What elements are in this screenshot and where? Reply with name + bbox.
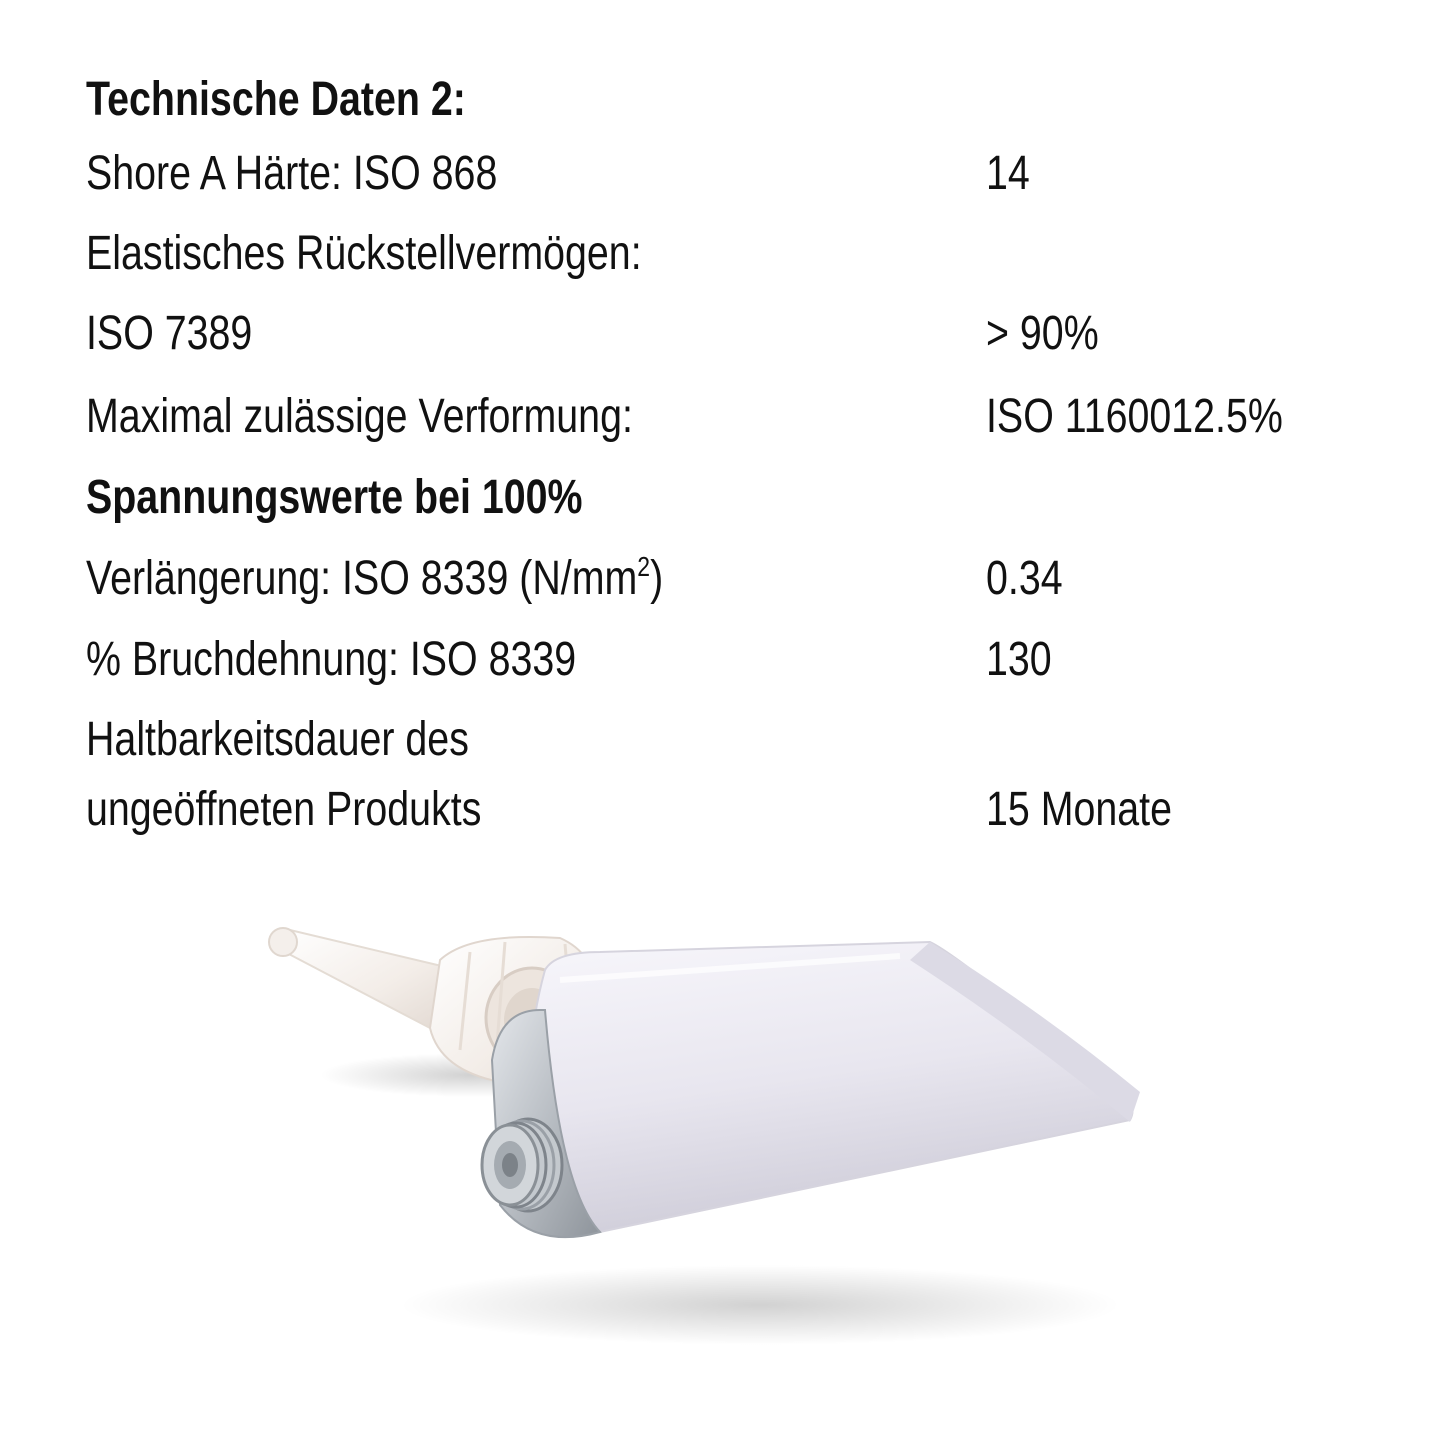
- spec-label-elongation: [86, 551, 663, 607]
- spec-value-break-elongation: 130: [986, 633, 1052, 686]
- spec-label-elastic-recovery: Elastisches Rückstellvermögen:: [86, 227, 642, 280]
- spec-value-shore-hardness: 14: [986, 147, 1030, 200]
- spec-label-max-deformation: Maximal zulässige Verformung:: [86, 390, 633, 443]
- spec-label-elongation-text: Verlängerung: ISO 8339 (N/mm: [86, 552, 638, 605]
- product-photo: [0, 860, 1435, 1435]
- tube-shadow: [400, 1265, 1120, 1345]
- spec-value-iso-7389: > 90%: [986, 307, 1099, 360]
- spec-label-shelf-life-line1: Haltbarkeitsdauer des: [86, 713, 469, 766]
- spec-label-shelf-life-line2: ungeöffneten Produkts: [86, 783, 482, 836]
- spec-label-iso-7389: ISO 7389: [86, 307, 253, 360]
- spec-value-shelf-life: 15 Monate: [986, 783, 1172, 836]
- spec-label-break-elongation: % Bruchdehnung: ISO 8339: [86, 633, 577, 686]
- sealant-tube-icon: [482, 942, 1140, 1237]
- tube-thread-icon: [482, 1119, 562, 1211]
- spec-subheading-stress-values: Spannungswerte bei 100%: [86, 471, 583, 524]
- spec-label-elongation-sup: 2: [637, 551, 651, 582]
- spec-label-shore-hardness: Shore A Härte: ISO 868: [86, 147, 498, 200]
- spec-heading: Technische Daten 2:: [86, 73, 466, 126]
- spec-value-max-deformation: ISO 1160012.5%: [986, 390, 1283, 443]
- spec-label-elongation-suffix: ): [650, 552, 664, 605]
- spec-value-elongation: 0.34: [986, 552, 1063, 605]
